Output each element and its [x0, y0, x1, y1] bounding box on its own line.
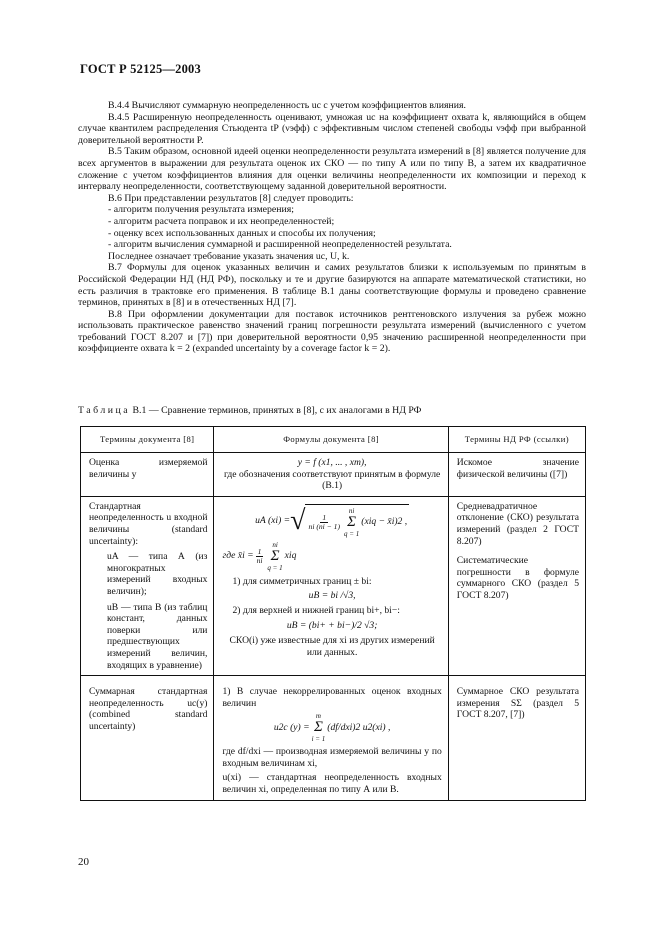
formula-uA	[222, 504, 441, 538]
row3-formula-intro: 1) В случае некоррелированных оценок входных величин	[222, 686, 442, 709]
frac-denominator: ni	[256, 555, 263, 565]
paragraph-b5: В.5 Таким образом, основной идеей оценки неопределенности результата измерений в [8] является получение для всех аргументов в выражении для результата оценок их СКО — по типу А или по типу В, а затем их квадратичное сложение с учетом коэффициентов влияния для оценки величины неопределенности их композиции и переход к интервалу неопределенности, соответствующему заданной доверительной вероятности.	[78, 146, 586, 193]
paragraph-b8: В.8 При оформлении документации для поставок источников рентгеновского излучения за рубеж можно использовать практическое равенство значений границ погрешности результата измерений (вычисленного с учетом требований ГОСТ 8.207 и [7]) при доверительной вероятности 0,95 значению расширенной неопределенности при коэффициенте охвата k = 2 (expanded uncertainty by a coverage factor k = 2).	[78, 308, 586, 355]
sum-top: ni	[272, 540, 278, 549]
formula-mean-term: xiq	[284, 550, 297, 562]
list-item: - алгоритм расчета поправок и их неопределенностей;	[108, 215, 335, 227]
row3-note1: где df/dxi — производная измеряемой величины y по входным величинам xi,	[222, 746, 442, 769]
formula-mean-lhs: где x̄i =	[222, 550, 254, 562]
row2-term	[81, 497, 213, 675]
header-terms-nd: Термины НД РФ (ссылки)	[448, 427, 585, 453]
formula-uA-fraction	[309, 514, 341, 531]
formula-uA-lhs: uA (xi) =	[255, 514, 291, 526]
row2-nd-1: Средневадратичное отклонение (СКО) результата измерений (раздел 2 ГОСТ 8.207)	[456, 500, 579, 547]
row1-formula-line2: где обозначения соответствуют принятым в формуле (В.1)	[223, 468, 441, 492]
table-header-row	[81, 427, 586, 453]
row3-formula	[214, 676, 447, 800]
formula-combined	[222, 712, 441, 743]
sum-bottom: q = 1	[267, 563, 283, 572]
table-caption-label: Таблица	[78, 405, 131, 416]
paragraph-b7: В.7 Формулы для оценок указанных величин и самих результатов близки к используемым по принятым в Российской Федерации НД (НД РФ), поскольку и те и другие базируются на аппарате математической статистики, но есть различия в трактовке его применения. В таблице В.1 даны соответствующие формулы и проведено сравнение терминов, принятых в [8] и в отечественных НД [7].	[78, 262, 586, 309]
comparison-table	[80, 426, 586, 801]
case1-text: 1) для симметричных границ ± bi:	[232, 575, 372, 587]
sqrt-symbol: √ $\frac{1}{ni (ni - 1)}$ ni Σ q = 1 (xiq − x̄i)2 ,	[290, 504, 408, 538]
formula-mean-fraction	[256, 548, 264, 565]
table-caption	[78, 405, 421, 416]
sum-symbol: ni Σ q = 1	[344, 506, 360, 538]
frac-numerator: 1	[322, 512, 327, 522]
row2-term-a: uA — типа А (из многократных измерений входных величин);	[107, 551, 208, 597]
case1-formula: uB = bi /√3,	[308, 590, 356, 602]
sko-note: СКО(i) уже известные для xi из других измерений или данных.	[229, 635, 435, 658]
list-item: - алгоритм вычисления суммарной и расширенной неопределенностей результата.	[108, 239, 452, 251]
sum-top: m	[315, 712, 321, 721]
document-header: ГОСТ Р 52125—2003	[80, 62, 201, 76]
row3-note2: u(xi) — стандартная неопределенность входных величин xi, определенная по типу А или В.	[222, 772, 442, 796]
header-formulas-doc: Формулы документа [8]	[214, 427, 448, 453]
table-row	[81, 496, 586, 675]
table-caption-text: В.1 — Сравнение терминов, принятых в [8], с их аналогами в НД РФ	[132, 405, 422, 416]
sum-symbol: ni Σ q = 1	[267, 540, 283, 572]
row1-formula-line1: y = f (x1, ... , xm),	[297, 457, 367, 468]
page-number: 20	[78, 856, 89, 868]
sum-bottom: i = 1	[311, 735, 326, 744]
paragraph-requirement: Последнее означает требование указать значения uc, U, k.	[108, 250, 350, 262]
row2-term-b: uB — типа В (из таблиц констант, данных поверки или предшествующих измерений величин, входящих в уравнение)	[107, 601, 208, 671]
table-row	[81, 676, 586, 801]
frac-denominator: ni (ni − 1)	[308, 521, 341, 531]
case2-text: 2) для верхней и нижней границ bi+, bi−:	[232, 604, 400, 616]
list-item: - оценку всех использованных данных и способы их получения;	[108, 227, 376, 239]
formula-mean	[222, 541, 441, 572]
row1-formula	[214, 453, 447, 496]
list-item: - алгоритм получения результата измерения;	[108, 204, 294, 216]
formula-uA-term: (xiq − x̄i)2 ,	[361, 516, 408, 528]
body-text	[78, 100, 586, 355]
row2-term-main: Стандартная неопределенность u входной величины (standard uncertainty):	[89, 500, 208, 547]
paragraph-b4-5: В.4.5 Расширенную неопределенность оценивают, умножая uc на коэффициент охвата k, являющийся в общем случае квантилем распределения Стьюдента tP (νэфф) с эффективным числом степеней свободы νэфф при выбранной доверительной вероятности P.	[78, 111, 586, 146]
row3-term: Суммарная стандартная неопределенность uc(y) (combined standard uncertainty)	[89, 686, 208, 732]
row2-nd-2: Систематические погрешности в формуле суммарного СКО (раздел 5 ГОСТ 8.207)	[456, 555, 579, 601]
paragraph-b4-4: В.4.4 Вычисляют суммарную неопределенность uc с учетом коэффициентов влияния.	[108, 100, 466, 111]
row3-nd: Суммарное СКО результата измерения SΣ (раздел 5 ГОСТ 8.207, [7])	[456, 686, 579, 721]
formula-combined-lhs: u2c (y) =	[273, 721, 310, 733]
case2-formula: uB = (bi+ + bi−)/2 √3;	[286, 619, 378, 631]
sum-bottom: q = 1	[344, 529, 360, 538]
table-row	[81, 453, 586, 497]
paragraph-b6: В.6 При представлении результатов [8] следует проводить:	[108, 192, 354, 204]
row2-formula	[214, 497, 447, 663]
row2-nd	[449, 497, 585, 606]
formula-combined-term: (df/dxi)2 u2(xi) ,	[327, 721, 391, 733]
header-terms-doc: Термины документа [8]	[81, 427, 214, 453]
sum-top: ni	[348, 506, 355, 515]
row1-term: Оценка измеряемой величины y	[89, 457, 208, 480]
row1-nd: Искомое значение физической величины ([7])	[456, 457, 579, 480]
sum-symbol: m Σ i = 1	[311, 712, 326, 744]
frac-numerator: 1	[257, 546, 262, 556]
